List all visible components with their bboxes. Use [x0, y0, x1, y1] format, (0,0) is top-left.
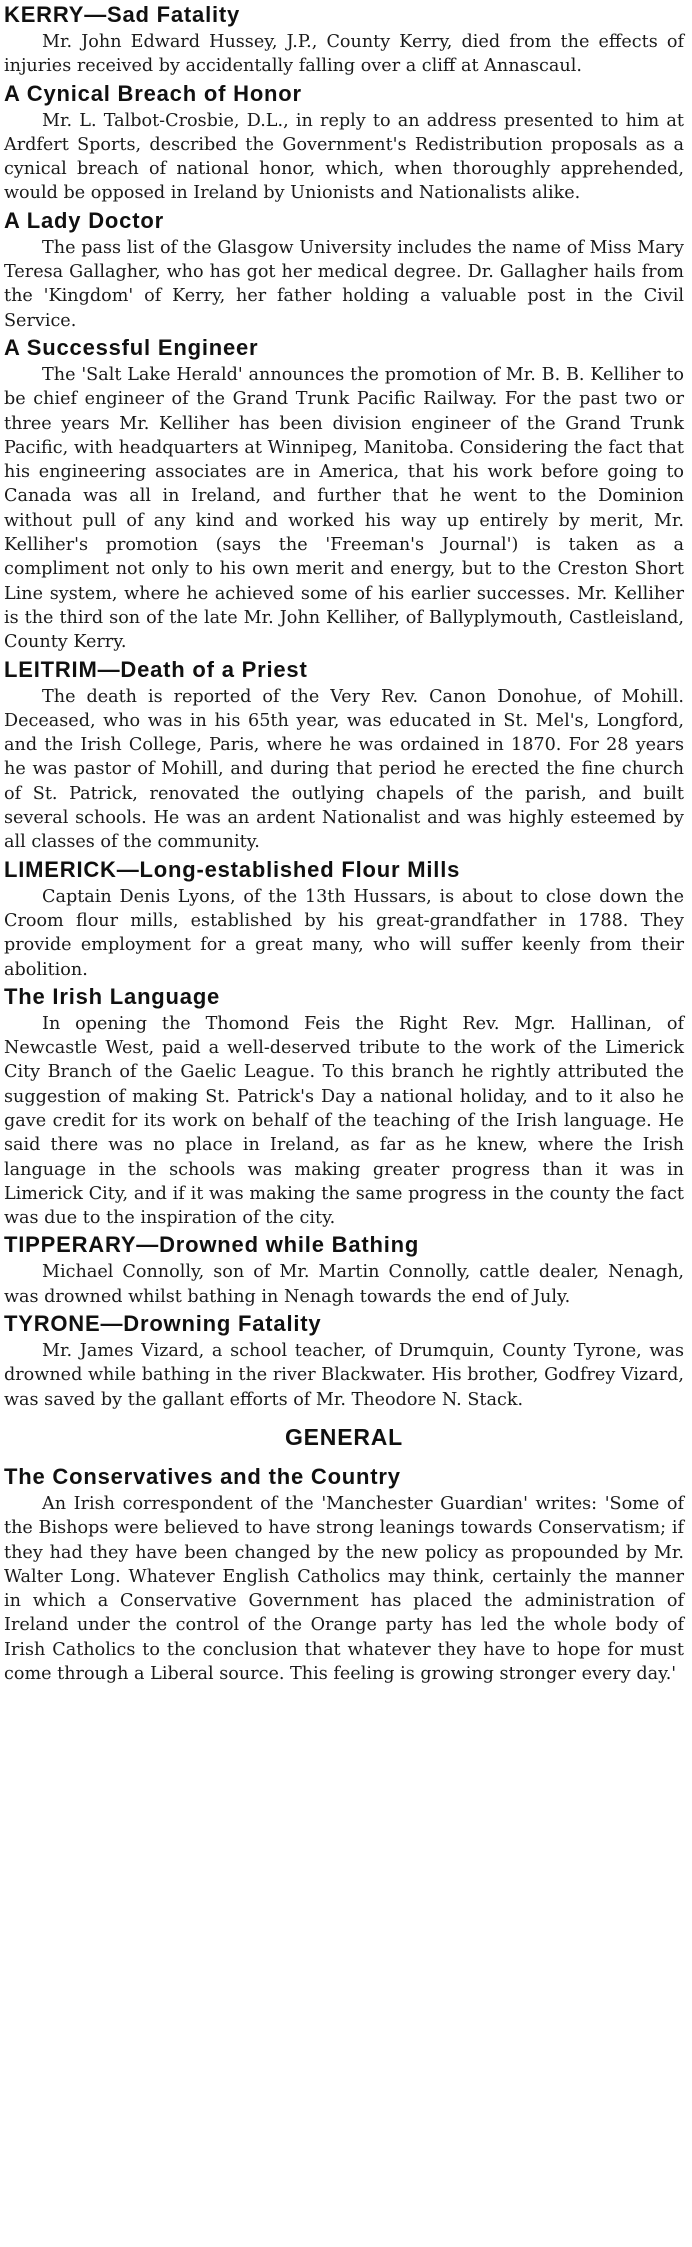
story-cynical-breach [4, 79, 684, 206]
story-headline: TYRONE—Drowning Fatality [4, 1311, 322, 1337]
story-body: Michael Connolly, son of Mr. Martin Connolly, cattle dealer, Nenagh, was drowned whilst bathing in Nenagh towards the end of July. [4, 1262, 684, 1307]
story-headline: A Lady Doctor [4, 207, 164, 233]
story-kerry [4, 0, 684, 79]
story-headline: The Conservatives and the Country [4, 1463, 401, 1489]
story-body: An Irish correspondent of the 'Manchester Guardian' writes: 'Some of the Bishops were believed to have strong leanings towards Conservatism; if they had they have been changed by the new policy as propounded by Mr. Walter Long. Whatever English Catholics may think, certainly the manner in which a Conservative Government has placed the administration of Ireland under the control of the Orange party has led the whole body of Irish Catholics to the conclusion that whatever they have to hope for must come through a Liberal source. This feeling is growing stronger every day.' [4, 1493, 684, 1685]
story-engineer [4, 333, 684, 655]
story-lady-doctor [4, 206, 684, 333]
story-body: Captain Denis Lyons, of the 13th Hussars, is about to close down the Croom flour mills, established by his great-grandfather in 1788. They provide employment for a great many, who will suffer keenly from their abolition. [4, 886, 684, 980]
story-body: The death is reported of the Very Rev. Canon Donohue, of Mohill. Deceased, who was in his 65th year, was educated in St. Mel's, Longford, and the Irish College, Paris, where he was ordained in 1870. For 28 years he was pastor of Mohill, and during that period he erected the fine church of St. Patrick, renovated the outlying chapels of the parish, and built several schools. He was an ardent Nationalist and was highly esteemed by all classes of the community. [4, 686, 684, 853]
story-body: The 'Salt Lake Herald' announces the promotion of Mr. B. B. Kelliher to be chief engineer of the Grand Trunk Pacific Railway. For the past two or three years Mr. Kelliher has been division engineer of the Grand Trunk Pacific, with headquarters at Winnipeg, Manitoba. Considering the fact that his engineering associates are in America, that his work before going to Canada was all in Ireland, and further that he went to the Dominion without pull of any kind and worked his way up entirely by merit, Mr. Kelliher's promotion (says the 'Freeman's Journal') is taken as a compliment not only to his own merit and energy, but to the Creston Short Line system, where he achieved some of his earlier successes. Mr. Kelliher is the third son of the late Mr. John Kelliher, of Ballyplymouth, Castleisland, County Kerry. [4, 364, 684, 653]
story-headline: KERRY—Sad Fatality [4, 2, 241, 27]
story-headline: A Successful Engineer [4, 334, 259, 360]
story-body: Mr. James Vizard, a school teacher, of Drumquin, County Tyrone, was drowned while bathing in the river Blackwater. His brother, Godfrey Vizard, was saved by the gallant efforts of Mr. Theodore N. Stack. [4, 1341, 684, 1410]
story-body: Mr. John Edward Hussey, J.P., County Kerry, died from the effects of injuries received by accidentally falling over a cliff at Annascaul. [4, 32, 684, 77]
story-headline: LEITRIM—Death of a Priest [4, 656, 308, 682]
story-leitrim [4, 655, 684, 855]
story-body: The pass list of the Glasgow University includes the name of Miss Mary Teresa Gallagher, who has got her medical degree. Dr. Gallagher hails from the 'Kingdom' of Kerry, her father holding a valuable post in the Civil Service. [4, 237, 684, 331]
story-headline: LIMERICK—Long-established Flour Mills [4, 856, 461, 882]
story-headline: A Cynical Breach of Honor [4, 80, 302, 106]
section-heading-general: GENERAL [284, 1423, 404, 1450]
story-headline: The Irish Language [4, 983, 221, 1009]
story-body: In opening the Thomond Feis the Right Rev. Mgr. Hallinan, of Newcastle West, paid a well-deserved tribute to the work of the Limerick City Branch of the Gaelic League. To this branch he rightly attributed the suggestion of making St. Patrick's Day a national holiday, and to it also he gave credit for its work on behalf of the teaching of the Irish language. He said there was no place in Ireland, as far as he knew, where the Irish language in the schools was making greater progress than it was in Limerick City, and if it was making the same progress in the county the fact was due to the inspiration of the city. [4, 1013, 684, 1229]
story-tyrone [4, 1309, 684, 1412]
story-irish-language [4, 982, 684, 1231]
story-headline: TIPPERARY—Drowned while Bathing [4, 1232, 420, 1258]
story-tipperary [4, 1230, 684, 1309]
story-limerick [4, 855, 684, 982]
story-conservatives [4, 1462, 684, 1686]
story-body: Mr. L. Talbot-Crosbie, D.L., in reply to an address presented to him at Ardfert Sports, described the Government's Redistribution proposals as a cynical breach of national honor, which, when thoroughly apprehended, would be opposed in Ireland by Unionists and Nationalists alike. [4, 110, 684, 204]
